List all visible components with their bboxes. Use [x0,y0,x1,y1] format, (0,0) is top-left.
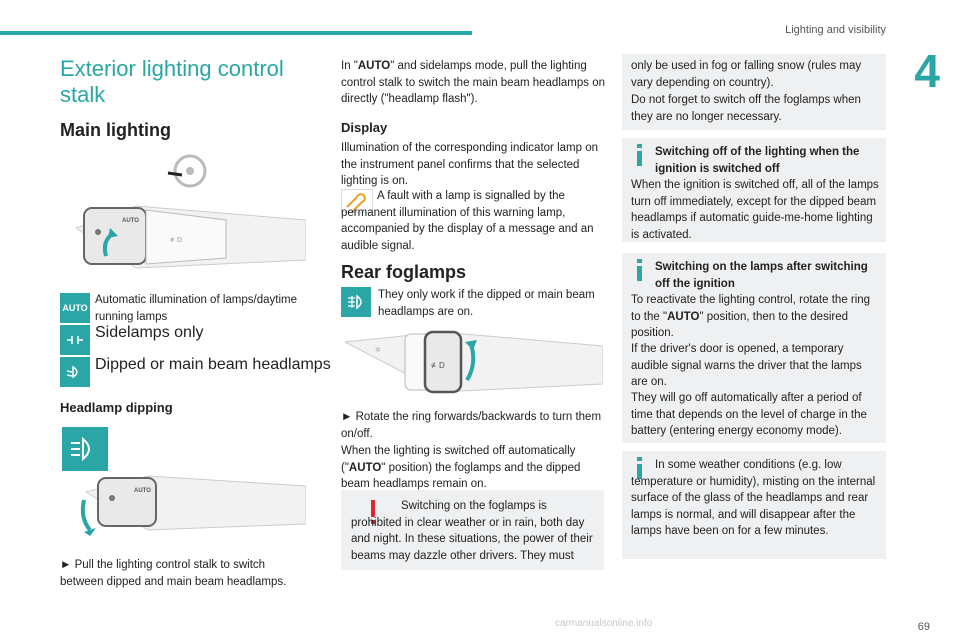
header-accent-bar [0,31,472,35]
watermark: carmanualsonline.info [555,618,653,629]
mode-sidelamps-text: Sidelamps only [95,324,204,341]
info-auto-off-text: They will go off automatically after a period of time that depends on the level of charge in the battery (entering energy economy mode). [631,392,867,437]
auto-mode-paragraph: In "AUTO" and sidelamps mode, pull the lighting control stalk to switch the main beam headlamps on directly ("headlamp flash"). [341,60,605,105]
heading-main-lighting: Main lighting [60,120,171,140]
foglamp-warning-text: Switching on the foglamps is prohibited in clear weather or in rain, both day and night. In these situations, the power of their beams may dazzle other drivers. They must [351,500,593,562]
svg-text:AUTO: AUTO [134,488,151,494]
info-reactivate-text: To reactivate the lighting control, rotate the ring to the "AUTO" position, then to the desired position. [631,294,871,339]
page-title: Exterior lighting control stalk [60,56,284,107]
heading-rear-foglamps: Rear foglamps [341,262,467,282]
heading-display: Display [341,120,388,135]
info-icon [633,259,647,281]
pull-stalk-text: ► Pull the lighting control stalk to switch between dipped and main beam headlamps. [60,559,287,588]
headlamp-dipping-illustration [76,470,306,536]
auto-mode-icon: AUTO [60,293,90,323]
info-ignition-off-text: When the ignition is switched off, all of the lamps turn off immediately, except for the dipped beam headlamps if automatic guide-me-home lighting is activated. [631,179,879,241]
chapter-number: 4 [914,45,940,97]
rear-foglamp-icon [341,287,371,317]
svg-text:AUTO: AUTO [122,218,139,224]
section-header: Lighting and visibility [785,24,886,36]
steering-wheel-icon [166,153,210,189]
foglamp-condition-text: They only work if the dipped or main beam headlamps are on. [378,289,595,318]
mode-auto-text: Automatic illumination of lamps/daytime running lamps [95,294,297,323]
info-icon [633,144,647,166]
svg-text:✲: ✲ [375,347,381,354]
foglamp-warning-continued-text: only be used in fog or falling snow (rules may vary depending on country). [631,60,862,89]
svg-text:≢D: ≢D [431,361,445,370]
foglamp-ring-illustration [345,328,603,396]
svg-text:≢D: ≢D [170,237,183,244]
auto-off-text: When the lighting is switched off automatically ("AUTO" position) the foglamps and the dipped beam headlamps remain on. [341,445,581,490]
info-lamps-after-ignition-title: Switching on the lamps after switching off the ignition [655,261,868,290]
info-door-signal-text: If the driver's door is opened, a temporary audible signal warns the driver that the lamps are on. [631,343,862,388]
info-ignition-off-title: Switching off of the lighting when the ignition is switched off [655,146,860,175]
page-number: 69 [917,621,930,633]
lighting-stalk-illustration [76,198,306,276]
info-misting-text: In some weather conditions (e.g. low temperature or humidity), misting on the internal surface of the glass of the headlamps and rear lamps is normal, and will disappear after the lamps have been on for a few minutes. [631,459,876,537]
fault-text: A fault with a lamp is signalled by the permanent illumination of this warning lamp, accompanied by the display of a message and an audible signal. [341,190,594,252]
main-beam-icon [62,427,108,471]
sidelamps-icon [60,325,90,355]
heading-headlamp-dipping: Headlamp dipping [60,400,173,415]
dipped-beam-icon [60,357,90,387]
mode-dipped-text: Dipped or main beam headlamps [95,356,331,373]
rotate-ring-text: ► Rotate the ring forwards/backwards to turn them on/off. [341,411,602,440]
foglamp-reminder-text: Do not forget to switch off the foglamps when they are no longer necessary. [631,94,861,123]
display-text: Illumination of the corresponding indicator lamp on the instrument panel confirms that the selected lighting is on. [341,142,598,187]
